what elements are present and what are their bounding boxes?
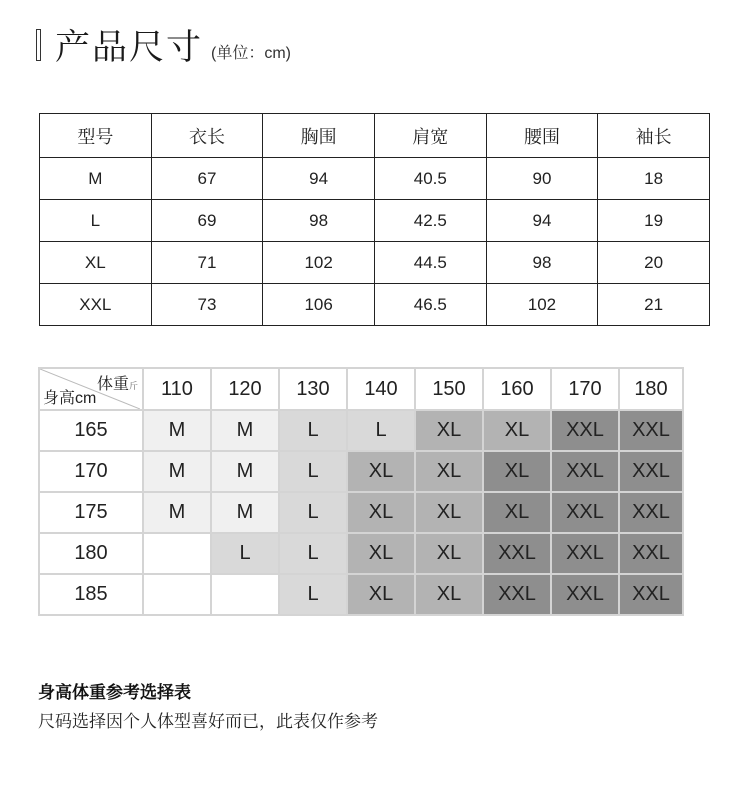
size-value-cell: 94 <box>486 200 598 242</box>
size-value-cell: 73 <box>151 284 263 326</box>
fit-size-cell: M <box>211 492 279 533</box>
fit-size-cell: L <box>347 410 415 451</box>
fit-size-cell: XXL <box>483 533 551 574</box>
size-label-cell: M <box>40 158 152 200</box>
fit-size-cell <box>143 533 211 574</box>
column-header: 胸围 <box>263 114 375 158</box>
fit-size-cell: XXL <box>551 451 619 492</box>
column-header: 腰围 <box>486 114 598 158</box>
size-value-cell: 71 <box>151 242 263 284</box>
size-value-cell: 67 <box>151 158 263 200</box>
height-header-cell: 175 <box>39 492 143 533</box>
note-text: 尺码选择因个人体型喜好而已，此表仅作参考 <box>38 712 378 731</box>
fit-size-cell: XL <box>415 410 483 451</box>
fit-size-cell: XL <box>483 492 551 533</box>
page-header <box>36 24 291 66</box>
fit-size-cell: XXL <box>619 451 683 492</box>
column-header: 衣长 <box>151 114 263 158</box>
size-label-cell: XXL <box>40 284 152 326</box>
fit-size-cell: XXL <box>619 492 683 533</box>
size-value-cell: 98 <box>486 242 598 284</box>
fit-size-cell: L <box>279 410 347 451</box>
fit-size-cell: L <box>279 492 347 533</box>
fit-size-cell: XL <box>347 533 415 574</box>
size-label-cell: XL <box>40 242 152 284</box>
fit-size-cell: XL <box>347 574 415 615</box>
fit-table-row <box>39 533 683 574</box>
fit-table-row <box>39 574 683 615</box>
page-title: 产品尺寸 <box>55 28 204 67</box>
fit-size-cell: L <box>279 451 347 492</box>
weight-header-cell: 140 <box>347 368 415 410</box>
size-value-cell: 40.5 <box>374 158 486 200</box>
fit-size-cell: XXL <box>551 410 619 451</box>
fit-size-cell: XXL <box>483 574 551 615</box>
fit-size-cell: XXL <box>619 410 683 451</box>
height-header-cell: 185 <box>39 574 143 615</box>
weight-header-cell: 130 <box>279 368 347 410</box>
fit-size-cell: L <box>279 574 347 615</box>
size-value-cell: 102 <box>263 242 375 284</box>
fit-size-cell: L <box>279 533 347 574</box>
fit-table-row <box>39 492 683 533</box>
height-header-cell: 180 <box>39 533 143 574</box>
fit-size-cell: M <box>211 451 279 492</box>
title-accent-bar <box>36 29 41 61</box>
height-header-cell: 170 <box>39 451 143 492</box>
weight-header-cell: 110 <box>143 368 211 410</box>
fit-size-cell: XL <box>415 574 483 615</box>
fit-size-cell: XL <box>415 533 483 574</box>
size-label-cell: L <box>40 200 152 242</box>
size-value-cell: 18 <box>598 158 710 200</box>
fit-size-cell: XXL <box>551 492 619 533</box>
weight-header-cell: 160 <box>483 368 551 410</box>
size-value-cell: 102 <box>486 284 598 326</box>
size-value-cell: 106 <box>263 284 375 326</box>
fit-size-cell <box>211 574 279 615</box>
note-title: 身高体重参考选择表 <box>38 683 191 702</box>
size-table <box>39 113 710 326</box>
size-value-cell: 21 <box>598 284 710 326</box>
fit-table <box>38 367 684 616</box>
size-table-row <box>40 284 710 326</box>
fit-size-cell: M <box>143 451 211 492</box>
fit-table-row <box>39 451 683 492</box>
fit-size-cell: XL <box>347 451 415 492</box>
fit-size-cell: L <box>211 533 279 574</box>
size-value-cell: 94 <box>263 158 375 200</box>
fit-size-cell: XL <box>483 410 551 451</box>
fit-size-cell: XXL <box>551 574 619 615</box>
size-value-cell: 20 <box>598 242 710 284</box>
size-value-cell: 44.5 <box>374 242 486 284</box>
weight-header-cell: 170 <box>551 368 619 410</box>
column-header: 袖长 <box>598 114 710 158</box>
column-header: 型号 <box>40 114 152 158</box>
size-table-row <box>40 242 710 284</box>
size-table-row <box>40 158 710 200</box>
height-axis-label: 身高cm <box>43 390 97 407</box>
fit-size-cell <box>143 574 211 615</box>
fit-size-cell: XL <box>483 451 551 492</box>
column-header: 肩宽 <box>374 114 486 158</box>
size-table-header-row <box>40 114 710 158</box>
fit-table-weight-row <box>39 368 683 410</box>
fit-size-cell: M <box>143 410 211 451</box>
fit-size-cell: M <box>211 410 279 451</box>
size-table-row <box>40 200 710 242</box>
height-header-cell: 165 <box>39 410 143 451</box>
fit-size-cell: XXL <box>551 533 619 574</box>
weight-axis-label: 体重斤 <box>96 376 138 393</box>
weight-header-cell: 150 <box>415 368 483 410</box>
size-value-cell: 42.5 <box>374 200 486 242</box>
weight-header-cell: 180 <box>619 368 683 410</box>
fit-size-cell: XXL <box>619 574 683 615</box>
fit-size-cell: XL <box>415 451 483 492</box>
fit-size-cell: XL <box>347 492 415 533</box>
unit-label: (单位：cm) <box>211 44 292 62</box>
weight-header-cell: 120 <box>211 368 279 410</box>
size-value-cell: 69 <box>151 200 263 242</box>
fit-size-cell: XXL <box>619 533 683 574</box>
size-value-cell: 98 <box>263 200 375 242</box>
size-value-cell: 19 <box>598 200 710 242</box>
fit-size-cell: M <box>143 492 211 533</box>
size-value-cell: 90 <box>486 158 598 200</box>
size-value-cell: 46.5 <box>374 284 486 326</box>
fit-size-cell: XL <box>415 492 483 533</box>
fit-table-row <box>39 410 683 451</box>
fit-table-corner <box>39 368 143 410</box>
